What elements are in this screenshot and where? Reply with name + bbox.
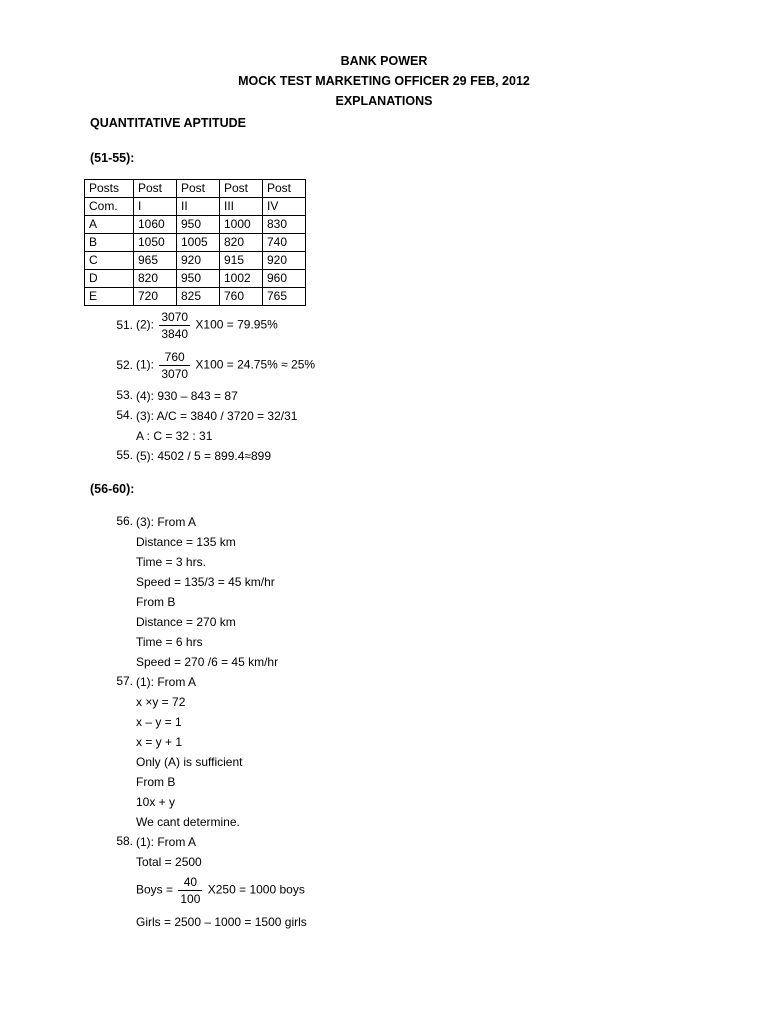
q56-line: Speed = 135/3 = 45 km/hr	[136, 575, 275, 589]
q56-line: Speed = 270 /6 = 45 km/hr	[136, 655, 279, 669]
q52-numerator: 760	[159, 349, 190, 366]
table-cell: D	[85, 270, 134, 288]
q57-line: x ×y = 72	[136, 695, 186, 709]
q58-boys-line	[136, 874, 305, 907]
q52-fraction	[159, 349, 190, 382]
doc-title: BANK POWER	[340, 54, 428, 68]
q57-number: 57.	[116, 674, 133, 688]
table-cell: 1060	[134, 216, 177, 234]
table-cell: 720	[134, 288, 177, 306]
doc-heading: EXPLANATIONS	[335, 94, 433, 108]
q52-prefix: (1):	[136, 357, 154, 372]
table-cell: C	[85, 252, 134, 270]
doc-subtitle: MOCK TEST MARKETING OFFICER 29 FEB, 2012	[238, 74, 530, 88]
table-cell: III	[220, 198, 263, 216]
table-cell: A	[85, 216, 134, 234]
q57-line: 10x + y	[136, 795, 176, 809]
q57-line: We cant determine.	[136, 815, 240, 829]
table-row	[85, 252, 306, 270]
q51-answer	[136, 309, 278, 342]
q55-answer: (5): 4502 / 5 = 899.4≈899	[136, 449, 272, 463]
q57-line: (1): From A	[136, 675, 197, 689]
q56-number: 56.	[116, 514, 133, 528]
table-row	[85, 180, 306, 198]
q51-denominator: 3840	[161, 327, 189, 341]
table-cell: Com.	[85, 198, 134, 216]
q56-line: Distance = 135 km	[136, 535, 236, 549]
q56-line: (3): From A	[136, 515, 197, 529]
q54-number: 54.	[116, 408, 133, 422]
q58-numerator: 40	[178, 874, 202, 891]
q58-line: (1): From A	[136, 835, 197, 849]
table-cell: Post	[134, 180, 177, 198]
table-row	[85, 234, 306, 252]
q51-suffix: X100 = 79.95%	[195, 317, 278, 332]
table-cell: I	[134, 198, 177, 216]
table-row	[85, 288, 306, 306]
table-cell: 950	[177, 270, 220, 288]
q51-fraction	[159, 309, 190, 342]
table-cell: 1000	[220, 216, 263, 234]
group-label-51-55: (51-55):	[90, 151, 135, 165]
table-cell: Post	[220, 180, 263, 198]
q56-line: Distance = 270 km	[136, 615, 236, 629]
q54-answer-line2: A : C = 32 : 31	[136, 429, 213, 443]
q57-line: x = y + 1	[136, 735, 183, 749]
table-cell: 920	[263, 252, 306, 270]
table-cell: 820	[220, 234, 263, 252]
table-cell: Posts	[85, 180, 134, 198]
q53-number: 53.	[116, 388, 133, 402]
table-cell: Post	[177, 180, 220, 198]
table-cell: 960	[263, 270, 306, 288]
q58-boys-prefix: Boys =	[136, 882, 174, 897]
q51-numerator: 3070	[161, 310, 189, 324]
q52-answer	[136, 349, 315, 382]
table-cell: 1005	[177, 234, 220, 252]
q56-line: Time = 6 hrs	[136, 635, 203, 649]
q58-boys-suffix: X250 = 1000 boys	[207, 882, 305, 897]
table-cell: 920	[177, 252, 220, 270]
q55-number: 55.	[116, 448, 133, 462]
q58-number: 58.	[116, 834, 133, 848]
table-cell: E	[85, 288, 134, 306]
table-cell: B	[85, 234, 134, 252]
q51-number: 51.	[116, 318, 133, 332]
q57-line: Only (A) is sufficient	[136, 755, 243, 769]
group-label-56-60: (56-60):	[90, 482, 135, 496]
table-cell: 765	[263, 288, 306, 306]
table-cell: Post	[263, 180, 306, 198]
table-cell: II	[177, 198, 220, 216]
q52-suffix: X100 = 24.75% ≈ 25%	[195, 357, 316, 372]
table-cell: 965	[134, 252, 177, 270]
q57-line: x – y = 1	[136, 715, 182, 729]
table-cell: 1050	[134, 234, 177, 252]
table-row	[85, 216, 306, 234]
q52-number: 52.	[116, 358, 133, 372]
q58-fraction	[178, 874, 202, 907]
table-row	[85, 198, 306, 216]
section-title: QUANTITATIVE APTITUDE	[90, 116, 247, 130]
table-cell: 820	[134, 270, 177, 288]
data-table	[84, 179, 306, 306]
table-row	[85, 270, 306, 288]
table-cell: 760	[220, 288, 263, 306]
q51-prefix: (2):	[136, 317, 154, 332]
q56-line: From B	[136, 595, 176, 609]
q58-line: Girls = 2500 – 1000 = 1500 girls	[136, 915, 307, 929]
table-cell: 950	[177, 216, 220, 234]
q52-denominator: 3070	[161, 367, 189, 381]
q54-answer: (3): A/C = 3840 / 3720 = 32/31	[136, 409, 298, 423]
table-cell: 915	[220, 252, 263, 270]
q58-denominator: 100	[180, 892, 201, 906]
table-cell: IV	[263, 198, 306, 216]
q57-line: From B	[136, 775, 176, 789]
q58-line: Total = 2500	[136, 855, 202, 869]
table-cell: 830	[263, 216, 306, 234]
q53-answer: (4): 930 – 843 = 87	[136, 389, 238, 403]
q56-line: Time = 3 hrs.	[136, 555, 206, 569]
table-cell: 825	[177, 288, 220, 306]
table-cell: 1002	[220, 270, 263, 288]
table-cell: 740	[263, 234, 306, 252]
